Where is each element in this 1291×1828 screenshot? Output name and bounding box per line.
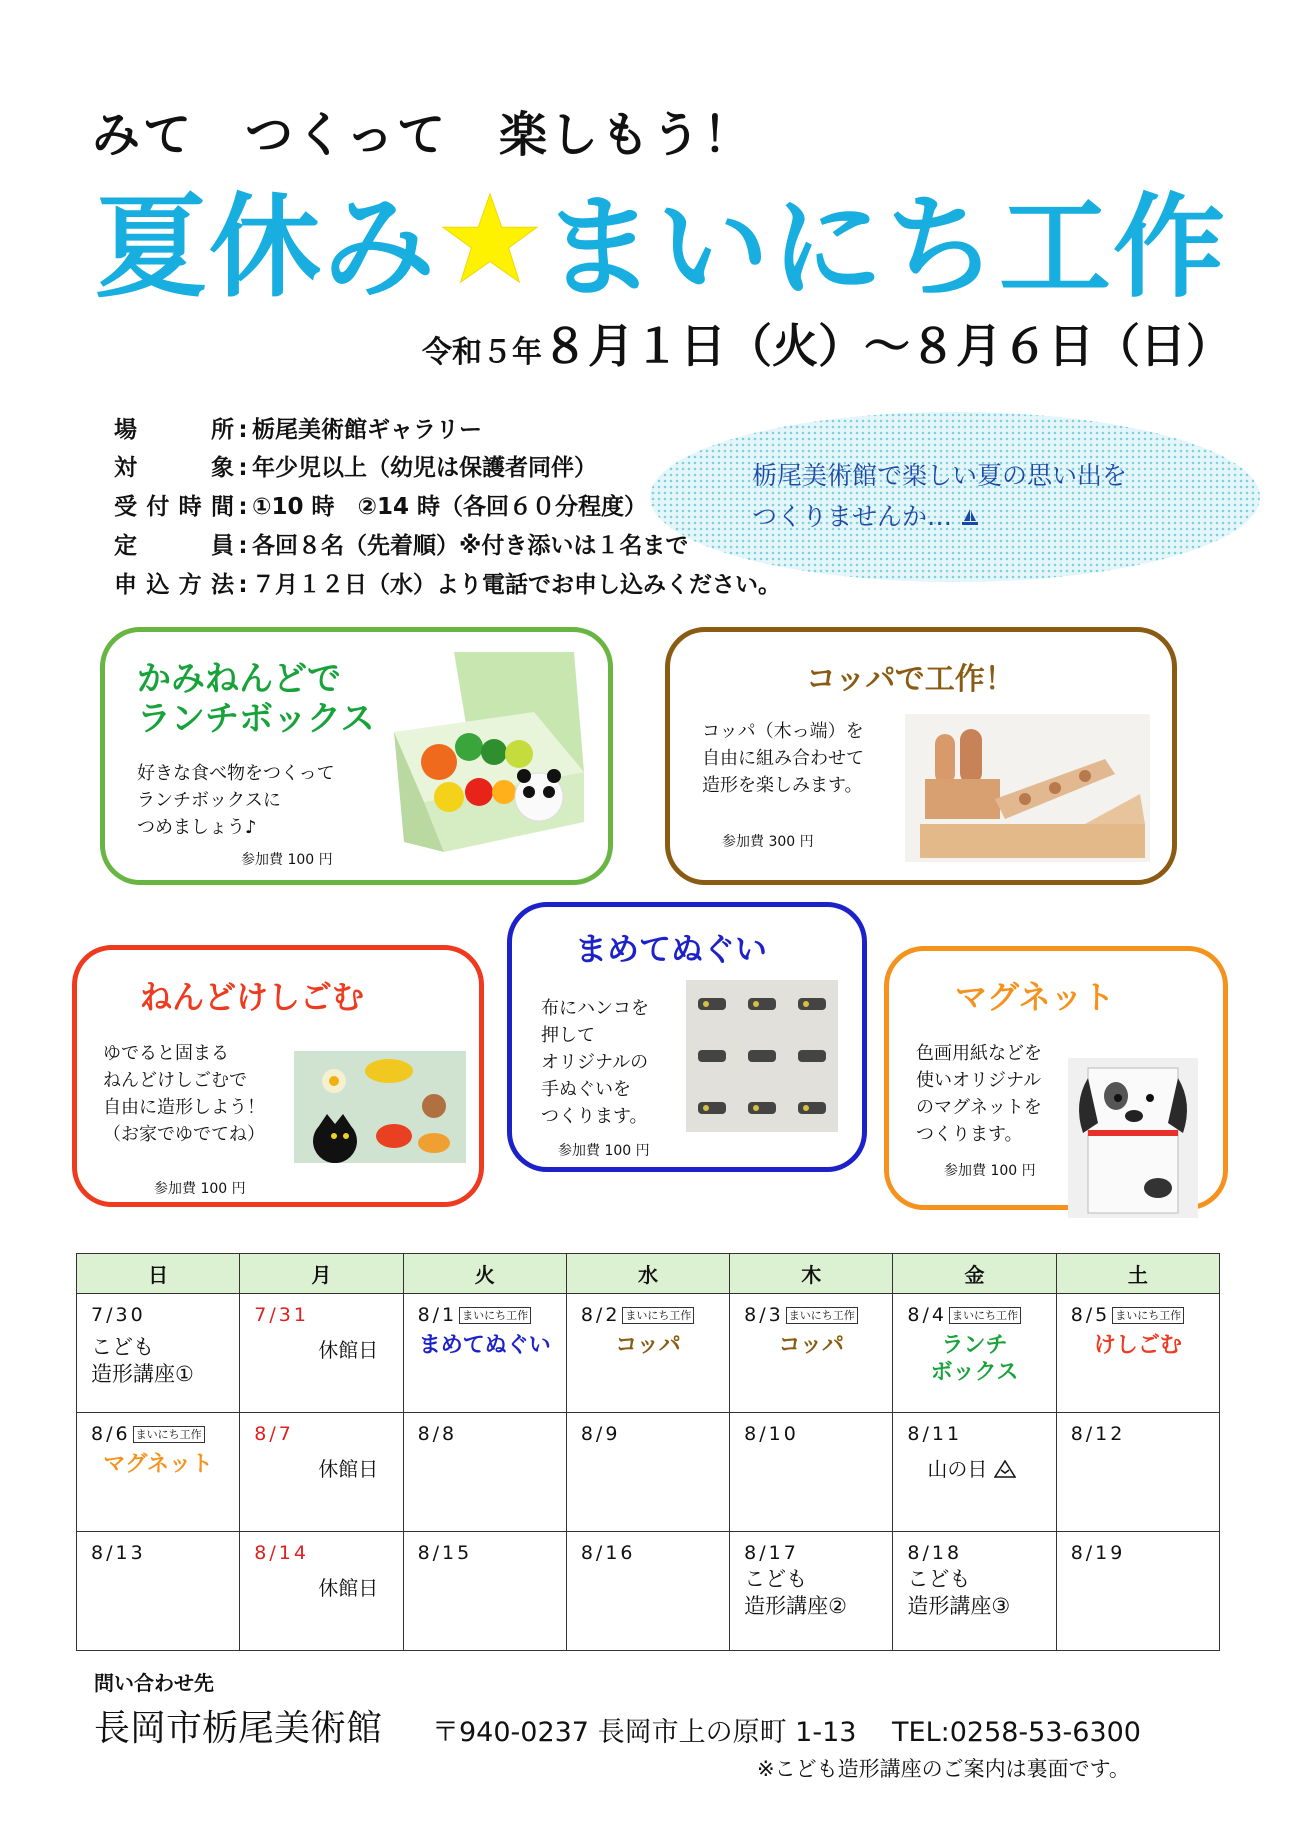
cell-date: 8/15: [417, 1542, 473, 1564]
cell-date: 7/30: [91, 1304, 146, 1326]
bubble-line-2: つくりませんか…: [752, 502, 953, 531]
date-era: 令和５年: [422, 335, 542, 370]
calendar: [76, 1253, 1220, 1651]
calendar-week: [77, 1532, 1220, 1651]
keshigomu-photo: [294, 1051, 466, 1163]
calendar-cell: [1056, 1532, 1219, 1651]
cell-note: こども 造形講座①: [91, 1335, 194, 1386]
weekday-thu: 木: [730, 1254, 893, 1294]
cell-closed: 休館日: [318, 1338, 379, 1362]
info-label: 定員: [114, 533, 234, 559]
weekday-wed: 水: [566, 1254, 729, 1294]
calendar-cell: [1056, 1294, 1219, 1413]
keshigomu-title: ねんどけしごむ: [140, 978, 365, 1016]
calendar-week: [77, 1413, 1220, 1532]
event-tag: まいにち工作: [949, 1307, 1021, 1324]
info-target: 対象 : 年少児以上（幼児は保護者同伴）: [114, 449, 597, 482]
cell-date: 8/1 まいにち工作: [418, 1304, 552, 1326]
calendar-cell: [893, 1413, 1056, 1532]
calendar-cell: [240, 1413, 403, 1532]
lunchbox-fee: 参加費 100 円: [241, 852, 333, 868]
cell-date: 8/3 まいにち工作: [744, 1304, 878, 1326]
star-icon: [441, 190, 539, 288]
calendar-cell: [403, 1413, 566, 1532]
koppa-title: コッパで工作！: [806, 662, 1015, 697]
cell-date: 8/14: [254, 1542, 309, 1564]
calendar-cell: [730, 1413, 893, 1532]
cell-date: 8/12: [1070, 1423, 1126, 1445]
footer-note: ※こども造形講座のご案内は裏面です。: [757, 1757, 1130, 1781]
calendar-cell: [403, 1532, 566, 1651]
info-value: 年少児以上（幼児は保護者同伴）: [252, 455, 597, 481]
magnet-desc: 色画用紙などを 使いオリジナル のマグネットを つくります。: [916, 1043, 1042, 1145]
info-label: 申込方法: [114, 572, 234, 598]
calendar-cell: [566, 1413, 729, 1532]
calendar-cell: [1056, 1413, 1219, 1532]
cell-event: コッパ: [778, 1333, 845, 1358]
calendar-header-row: [77, 1254, 1220, 1294]
cell-date: 8/9: [580, 1423, 621, 1445]
info-value: 各回８名（先着順）※付き添いは１名まで: [252, 533, 689, 559]
date-range: ８月１日（火）～８月６日（日）: [542, 319, 1232, 373]
cell-date: 7/31: [254, 1304, 309, 1326]
cell-closed: 休館日: [318, 1457, 379, 1481]
bubble-text: [752, 455, 1127, 537]
cell-date: 8/6 まいにち工作: [91, 1423, 225, 1445]
calendar-cell: [730, 1294, 893, 1413]
keshigomu-fee: 参加費 100 円: [154, 1181, 246, 1197]
weekday-mon: 月: [240, 1254, 403, 1294]
event-tag: まいにち工作: [459, 1307, 531, 1324]
tenugui-desc: 布にハンコを 押して オリジナルの 手ぬぐいを つくります。: [541, 998, 649, 1127]
weekday-sat: 土: [1056, 1254, 1219, 1294]
cell-date: 8/5 まいにち工作: [1071, 1304, 1205, 1326]
koppa-photo: [905, 714, 1150, 862]
magnet-fee: 参加費 100 円: [944, 1163, 1036, 1179]
event-tag: まいにち工作: [1112, 1307, 1184, 1324]
tagline: みて つくって 楽しもう！: [92, 107, 755, 163]
cell-date: 8/2 まいにち工作: [581, 1304, 715, 1326]
cell-note: こども 造形講座②: [744, 1567, 847, 1618]
info-value: ①10 時 ②14 時（各回６０分程度）: [252, 494, 647, 520]
lunchbox-title-2: ランチボックス: [137, 699, 375, 739]
info-value: 栃尾美術館ギャラリー: [252, 417, 482, 443]
magnet-title: マグネット: [955, 978, 1115, 1016]
cell-date: 8/13: [91, 1542, 146, 1564]
cell-event: まめてぬぐい: [418, 1333, 551, 1358]
info-label: 場所: [114, 417, 234, 443]
keshigomu-desc: ゆでると固まる ねんどけしごむで 自由に造形しよう！ （お家でゆでてね）: [103, 1043, 265, 1145]
info-label: 受付時間: [114, 494, 234, 520]
calendar-cell: [240, 1532, 403, 1651]
main-title-right: まいにち工作: [543, 183, 1227, 313]
cell-closed: 休館日: [318, 1576, 379, 1600]
koppa-fee: 参加費 300 円: [722, 834, 814, 850]
cell-event: マグネット: [103, 1452, 214, 1477]
cell-event: けしごむ: [1093, 1333, 1182, 1358]
museum-address: 〒940-0237 長岡市上の原町 1-13 TEL:0258-53-6300: [432, 1717, 1141, 1748]
magnet-photo: [1068, 1058, 1198, 1218]
cell-date: 8/16: [580, 1542, 636, 1564]
koppa-desc: コッパ（木っ端）を 自由に組み合わせて 造形を楽しみます。: [702, 721, 864, 796]
lunchbox-photo: [384, 652, 584, 852]
main-title: [95, 158, 1227, 319]
cell-event: ランチ ボックス: [930, 1333, 1019, 1385]
calendar-cell: [893, 1532, 1056, 1651]
cell-date: 8/17: [744, 1542, 799, 1564]
calendar-cell: [566, 1294, 729, 1413]
calendar-cell: [77, 1532, 240, 1651]
calendar-week: [77, 1294, 1220, 1413]
main-title-left: 夏休み: [95, 183, 437, 313]
cell-date: 8/11: [907, 1423, 963, 1445]
calendar-cell: [240, 1294, 403, 1413]
tenugui-photo: [686, 980, 838, 1132]
lunchbox-desc: 好きな食べ物をつくって ランチボックスに つめましょう♪: [137, 763, 335, 838]
lunchbox-title-1: かみねんどで: [137, 659, 341, 699]
cell-date: 8/10: [744, 1423, 799, 1445]
info-place: 場所 : 栃尾美術館ギャラリー: [114, 411, 482, 444]
cell-date: 8/8: [417, 1423, 458, 1445]
weekday-tue: 火: [403, 1254, 566, 1294]
calendar-cell: [77, 1413, 240, 1532]
cell-date: 8/18: [907, 1542, 963, 1564]
calendar-cell: [893, 1294, 1056, 1413]
calendar-cell: [730, 1532, 893, 1651]
event-tag: まいにち工作: [133, 1426, 205, 1443]
inquiry-label: 問い合わせ先: [94, 1671, 214, 1695]
cell-note: こども 造形講座③: [907, 1567, 1011, 1618]
museum-name: 長岡市栃尾美術館: [94, 1708, 383, 1749]
event-tag: まいにち工作: [622, 1307, 694, 1324]
tenugui-fee: 参加費 100 円: [558, 1143, 650, 1159]
cell-date: 8/7: [254, 1423, 294, 1445]
calendar-cell: [77, 1294, 240, 1413]
tenugui-title: まめてぬぐい: [575, 930, 768, 968]
event-dates: [422, 310, 1232, 376]
calendar-cell: [403, 1294, 566, 1413]
bubble-line-1: 栃尾美術館で楽しい夏の思い出を: [752, 461, 1128, 490]
sailboat-icon: [960, 507, 980, 527]
weekday-fri: 金: [893, 1254, 1056, 1294]
info-value: ７月１２日（水）より電話でお申し込みください。: [252, 572, 781, 598]
event-tag: まいにち工作: [786, 1307, 858, 1324]
calendar-cell: [566, 1532, 729, 1651]
info-apply: 申込方法 : ７月１２日（水）より電話でお申し込みください。: [114, 566, 781, 599]
cell-date: 8/4 まいにち工作: [907, 1304, 1041, 1326]
weekday-sun: 日: [77, 1254, 240, 1294]
cell-holiday: 山の日: [907, 1453, 1041, 1482]
info-label: 対象: [114, 455, 234, 481]
mountain-icon: [994, 1460, 1016, 1478]
info-capacity: 定員 : 各回８名（先着順）※付き添いは１名まで: [114, 527, 688, 560]
info-time: 受付時間 : ①10 時 ②14 時（各回６０分程度）: [114, 488, 647, 521]
cell-date: 8/19: [1070, 1542, 1126, 1564]
cell-event: コッパ: [615, 1333, 681, 1358]
